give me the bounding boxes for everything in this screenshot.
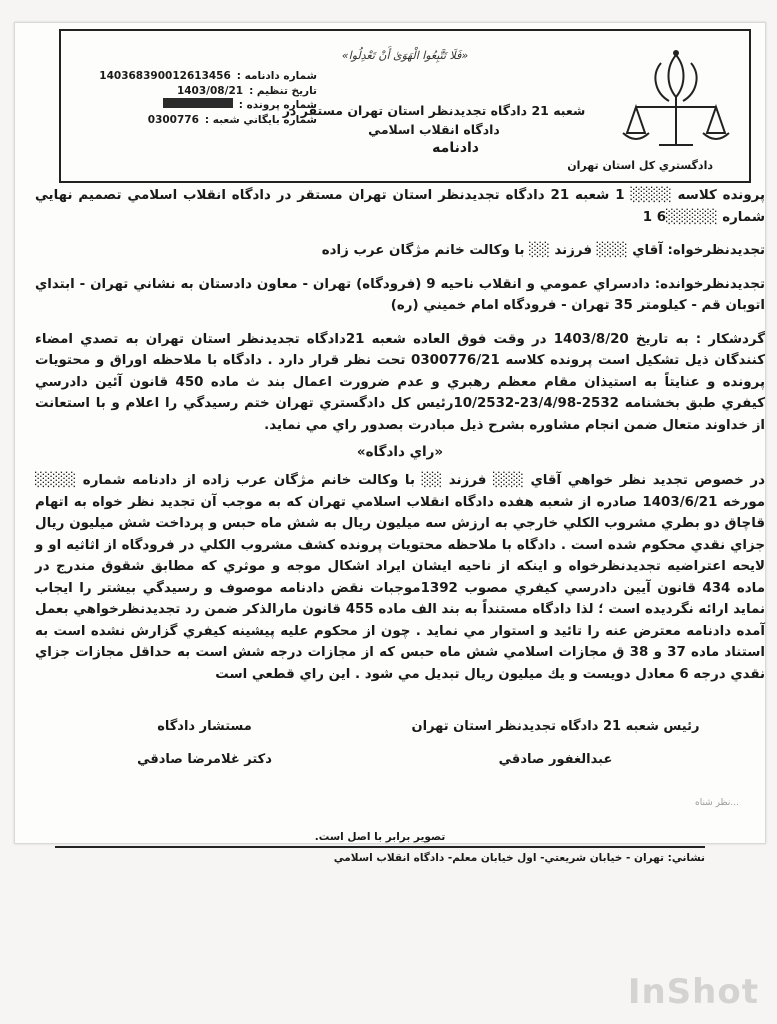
date-value: 1403/08/21 (176, 84, 244, 97)
head-title: رئيس شعبه 21 دادگاه تجديدنظر استان تهران (411, 719, 700, 734)
footer (55, 831, 705, 864)
address-text: نشاني: تهران - خيابان شريعتي- اول خيابان معلم- دادگاه انقلاب اسلامي (55, 846, 705, 864)
archive-value: 0300776 (147, 113, 199, 126)
file-number-redaction (163, 98, 233, 108)
court-general-name: دادگستري كل استان تهران (567, 159, 713, 172)
case-number-value: 140368390012613456 (99, 70, 231, 82)
document-body (35, 185, 765, 685)
quran-verse: «فَلَا تَتَّبِعُوا الْهَوَىٰ أَنْ تَعْدِلُوا» (341, 49, 469, 62)
signature-block (55, 719, 705, 785)
archive-row (67, 113, 317, 128)
header-frame (59, 29, 751, 183)
file-line: پرونده كلاسه ░░░░ 1 شعبه 21 دادگاه تجديدنظر استان تهران مستقر در دادگاه انقلاب اسلامي تصميم نهايي شماره ░░░░░6 1 (35, 188, 766, 225)
head-name: عبدالغفور صادقي (498, 752, 613, 767)
certify-text: تصوير برابر با اصل است. (314, 831, 446, 843)
document-title: دادنامه (432, 140, 479, 156)
date-label: تاريخ تنظيم : (249, 84, 317, 97)
advisor-name: دكتر غلامرضا صادقي (137, 752, 272, 767)
advisor-title: مستشار دادگاه (157, 719, 252, 734)
date-row (67, 84, 317, 99)
file-number-row (67, 98, 317, 113)
iran-emblem-icon (621, 45, 731, 165)
report-paragraph: گردشكار : به تاريخ 1403/8/20 در وقت فوق العاده شعبه 21دادگاه تجديدنظر استان تهران به تصدي امضاء كنندگان ذيل تشكيل است پرونده كلاسه 0300776/21 تحت نظر قرار دارد . دادگاه با ملاحظه اوراق و محتويات پرونده و عنايتاً به استيذان مقام معظم رهبري و عدم ضرورت اعمال بند ث ماده 450 قانون آئين دادرسي كيفري طبق بخشنامه 2532-23/4/98-10/2532رئيس كل دادگستري تهران ختم رسيدگي را اعلام و با استعانت از خداوند متعال ضمن انجام مشاوره بشرح ذيل مبادرت بصدور راي مي نمايد. (35, 331, 766, 433)
archive-label: شماره بايگاني شعبه : (204, 113, 317, 126)
case-number-label: شماره دادنامه : (236, 70, 317, 82)
case-meta (67, 69, 317, 127)
document-sheet (14, 22, 766, 864)
inshot-watermark: InShot (627, 972, 759, 1012)
file-number-label: شماره پرونده : (238, 99, 317, 111)
branch-line: شعبه 21 دادگاه تجديدنظر استان تهران مستقر در دادگاه انقلاب اسلامي (282, 103, 586, 137)
appellant-line: تجديدنظرخواه: آقاي ░░░ فرزند ░░ با وكالت خانم مژگان عرب زاده (321, 243, 765, 258)
vote-title: «راي دادگاه» (356, 444, 444, 460)
respondent-line: تجديدنظرخوانده: دادسراي عمومي و انقلاب ناحيه 9 (فرودگاه) تهران - معاون دادستان به نشاني تهران - ابتداي اتوبان قم - كيلومتر 35 تهران - فرودگاه امام خميني (ره) (35, 276, 765, 313)
verdict-paragraph: در خصوص تجديد نظر خواهي آقاي ░░░ فرزند ░░ با وكالت خانم مژگان عرب زاده از دادنامه شماره ░░░░ مورخه 1403/6/21 صادره از شعبه هفده دادگاه انقلاب اسلامي تهران كه به موجب آن تجديد نظر خواه به اتهام قاچاق دو بطري مشروب الكلي خارجي به ارزش سه ميليون ريال به شش ماه حبس و پرداخت شش ميليون ريال جزاي نقدي محكوم شده است . دادگاه با ملاحظه محتويات پرونده كشف مشروب الكلي در فرودگاه از اثاثيه او و لايحه اعتراضيه تجديدنظرخواه و اينكه از ناحيه ايشان ايراد اشكال موجه و موثري كه مطابق شقوق مندرج در ماده 434 قانون آيين دادرسي كيفري مصوب 1392موجبات نقض دادنامه موصوف و رسيدگي بيشتر را ايجاب نمايد ارائه نگرديده است ؛ لذا دادگاه مستنداً به بند الف ماده 455 قانون مارالذكر ضمن رد تجديدنظرخواهي بعمل آمده دادنامه معترض عنه را تائيد و استوار مي نمايد . چون از محكوم عليه پيشينه كيفري گزارش نشده است به استناد ماده 37 و 38 ق مجازات اسلامي شش ماه حبس كه از مجازات درجه شش است به حداقل مجازات جزاي نقدي درجه 6 معادل دويست و يك ميليون ريال تبديل مي شود . اين راي قطعي است (35, 473, 765, 682)
case-number-row (67, 69, 317, 84)
faint-stamp: ...نظر شناه (695, 798, 740, 808)
